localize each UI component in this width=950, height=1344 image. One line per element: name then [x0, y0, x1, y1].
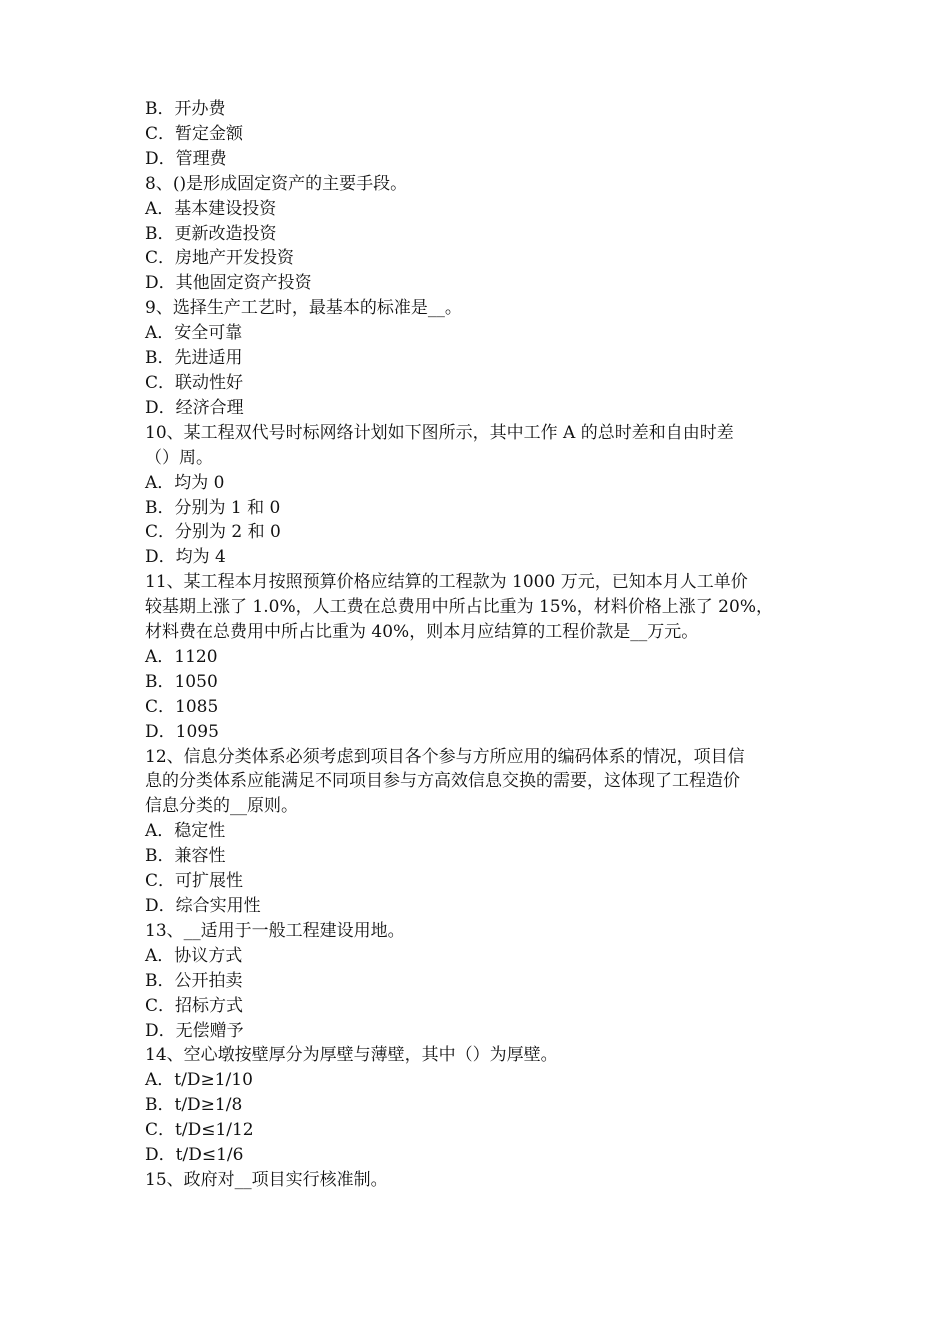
option-a-q13: A．协议方式	[145, 945, 243, 966]
option-a-q10: A．均为 0	[145, 472, 225, 493]
question-10-line-1: 10、某工程双代号时标网络计划如下图所示，其中工作 A 的总时差和自由时差	[145, 422, 734, 443]
option-b-q8: B．更新改造投资	[145, 223, 277, 244]
option-b-q7: B．开办费	[145, 99, 226, 119]
question-12-line-1: 12、信息分类体系必须考虑到项目各个参与方所应用的编码体系的情况，项目信	[145, 746, 745, 767]
option-d-q8: D．其他固定资产投资	[145, 273, 312, 294]
option-c-q8: C．房地产开发投资	[145, 248, 295, 269]
option-a-q9: A．安全可靠	[145, 323, 243, 344]
option-a-q11: A．1120	[145, 646, 218, 667]
option-c-q12: C．可扩展性	[145, 871, 244, 892]
option-c-q7: C．暂定金额	[145, 123, 244, 144]
question-13: 13、__适用于一般工程建设用地。	[145, 920, 405, 941]
option-d-q9: D．经济合理	[145, 397, 244, 418]
question-14: 14、空心墩按壁厚分为厚壁与薄壁，其中（）为厚壁。	[145, 1045, 558, 1066]
option-b-q13: B．公开拍卖	[145, 970, 243, 991]
option-b-q11: B．1050	[145, 671, 218, 692]
option-d-q13: D．无偿赠予	[145, 1020, 244, 1041]
document-page	[145, 97, 809, 1193]
question-10-line-2: （）周。	[145, 447, 213, 468]
option-d-q10: D．均为 4	[145, 547, 226, 568]
option-a-q14: A．t/D≥1/10	[145, 1070, 253, 1091]
question-12-line-2: 息的分类体系应能满足不同项目参与方高效信息交换的需要，这体现了工程造价	[145, 771, 740, 792]
option-d-q11: D．1095	[145, 721, 219, 742]
option-b-q12: B．兼容性	[145, 846, 226, 867]
option-c-q9: C．联动性好	[145, 372, 244, 393]
question-8: 8、()是形成固定资产的主要手段。	[145, 173, 408, 194]
question-15: 15、政府对__项目实行核准制。	[145, 1169, 388, 1190]
option-c-q13: C．招标方式	[145, 995, 244, 1016]
option-d-q12: D．综合实用性	[145, 896, 261, 916]
option-b-q14: B．t/D≥1/8	[145, 1095, 243, 1116]
question-11-line-1: 11、某工程本月按照预算价格应结算的工程款为 1000 万元，已知本月人工单价	[145, 572, 748, 593]
option-b-q9: B．先进适用	[145, 348, 243, 369]
option-d-q7: D．管理费	[145, 148, 227, 169]
option-b-q10: B．分别为 1 和 0	[145, 497, 281, 518]
option-a-q8: A．基本建设投资	[145, 198, 277, 219]
question-12-line-3: 信息分类的__原则。	[145, 796, 298, 817]
option-c-q10: C．分别为 2 和 0	[145, 522, 281, 543]
option-a-q12: A．稳定性	[145, 821, 226, 842]
option-c-q11: C．1085	[145, 696, 219, 717]
option-d-q14: D．t/D≤1/6	[145, 1145, 244, 1166]
question-9: 9、选择生产工艺时，最基本的标准是__。	[145, 298, 462, 319]
question-11-line-2: 较基期上涨了 1.0%，人工费在总费用中所占比重为 15%，材料价格上涨了 20%，	[145, 597, 773, 618]
question-11-line-3: 材料费在总费用中所占比重为 40%，则本月应结算的工程价款是__万元。	[145, 622, 699, 643]
option-c-q14: C．t/D≤1/12	[145, 1120, 254, 1141]
